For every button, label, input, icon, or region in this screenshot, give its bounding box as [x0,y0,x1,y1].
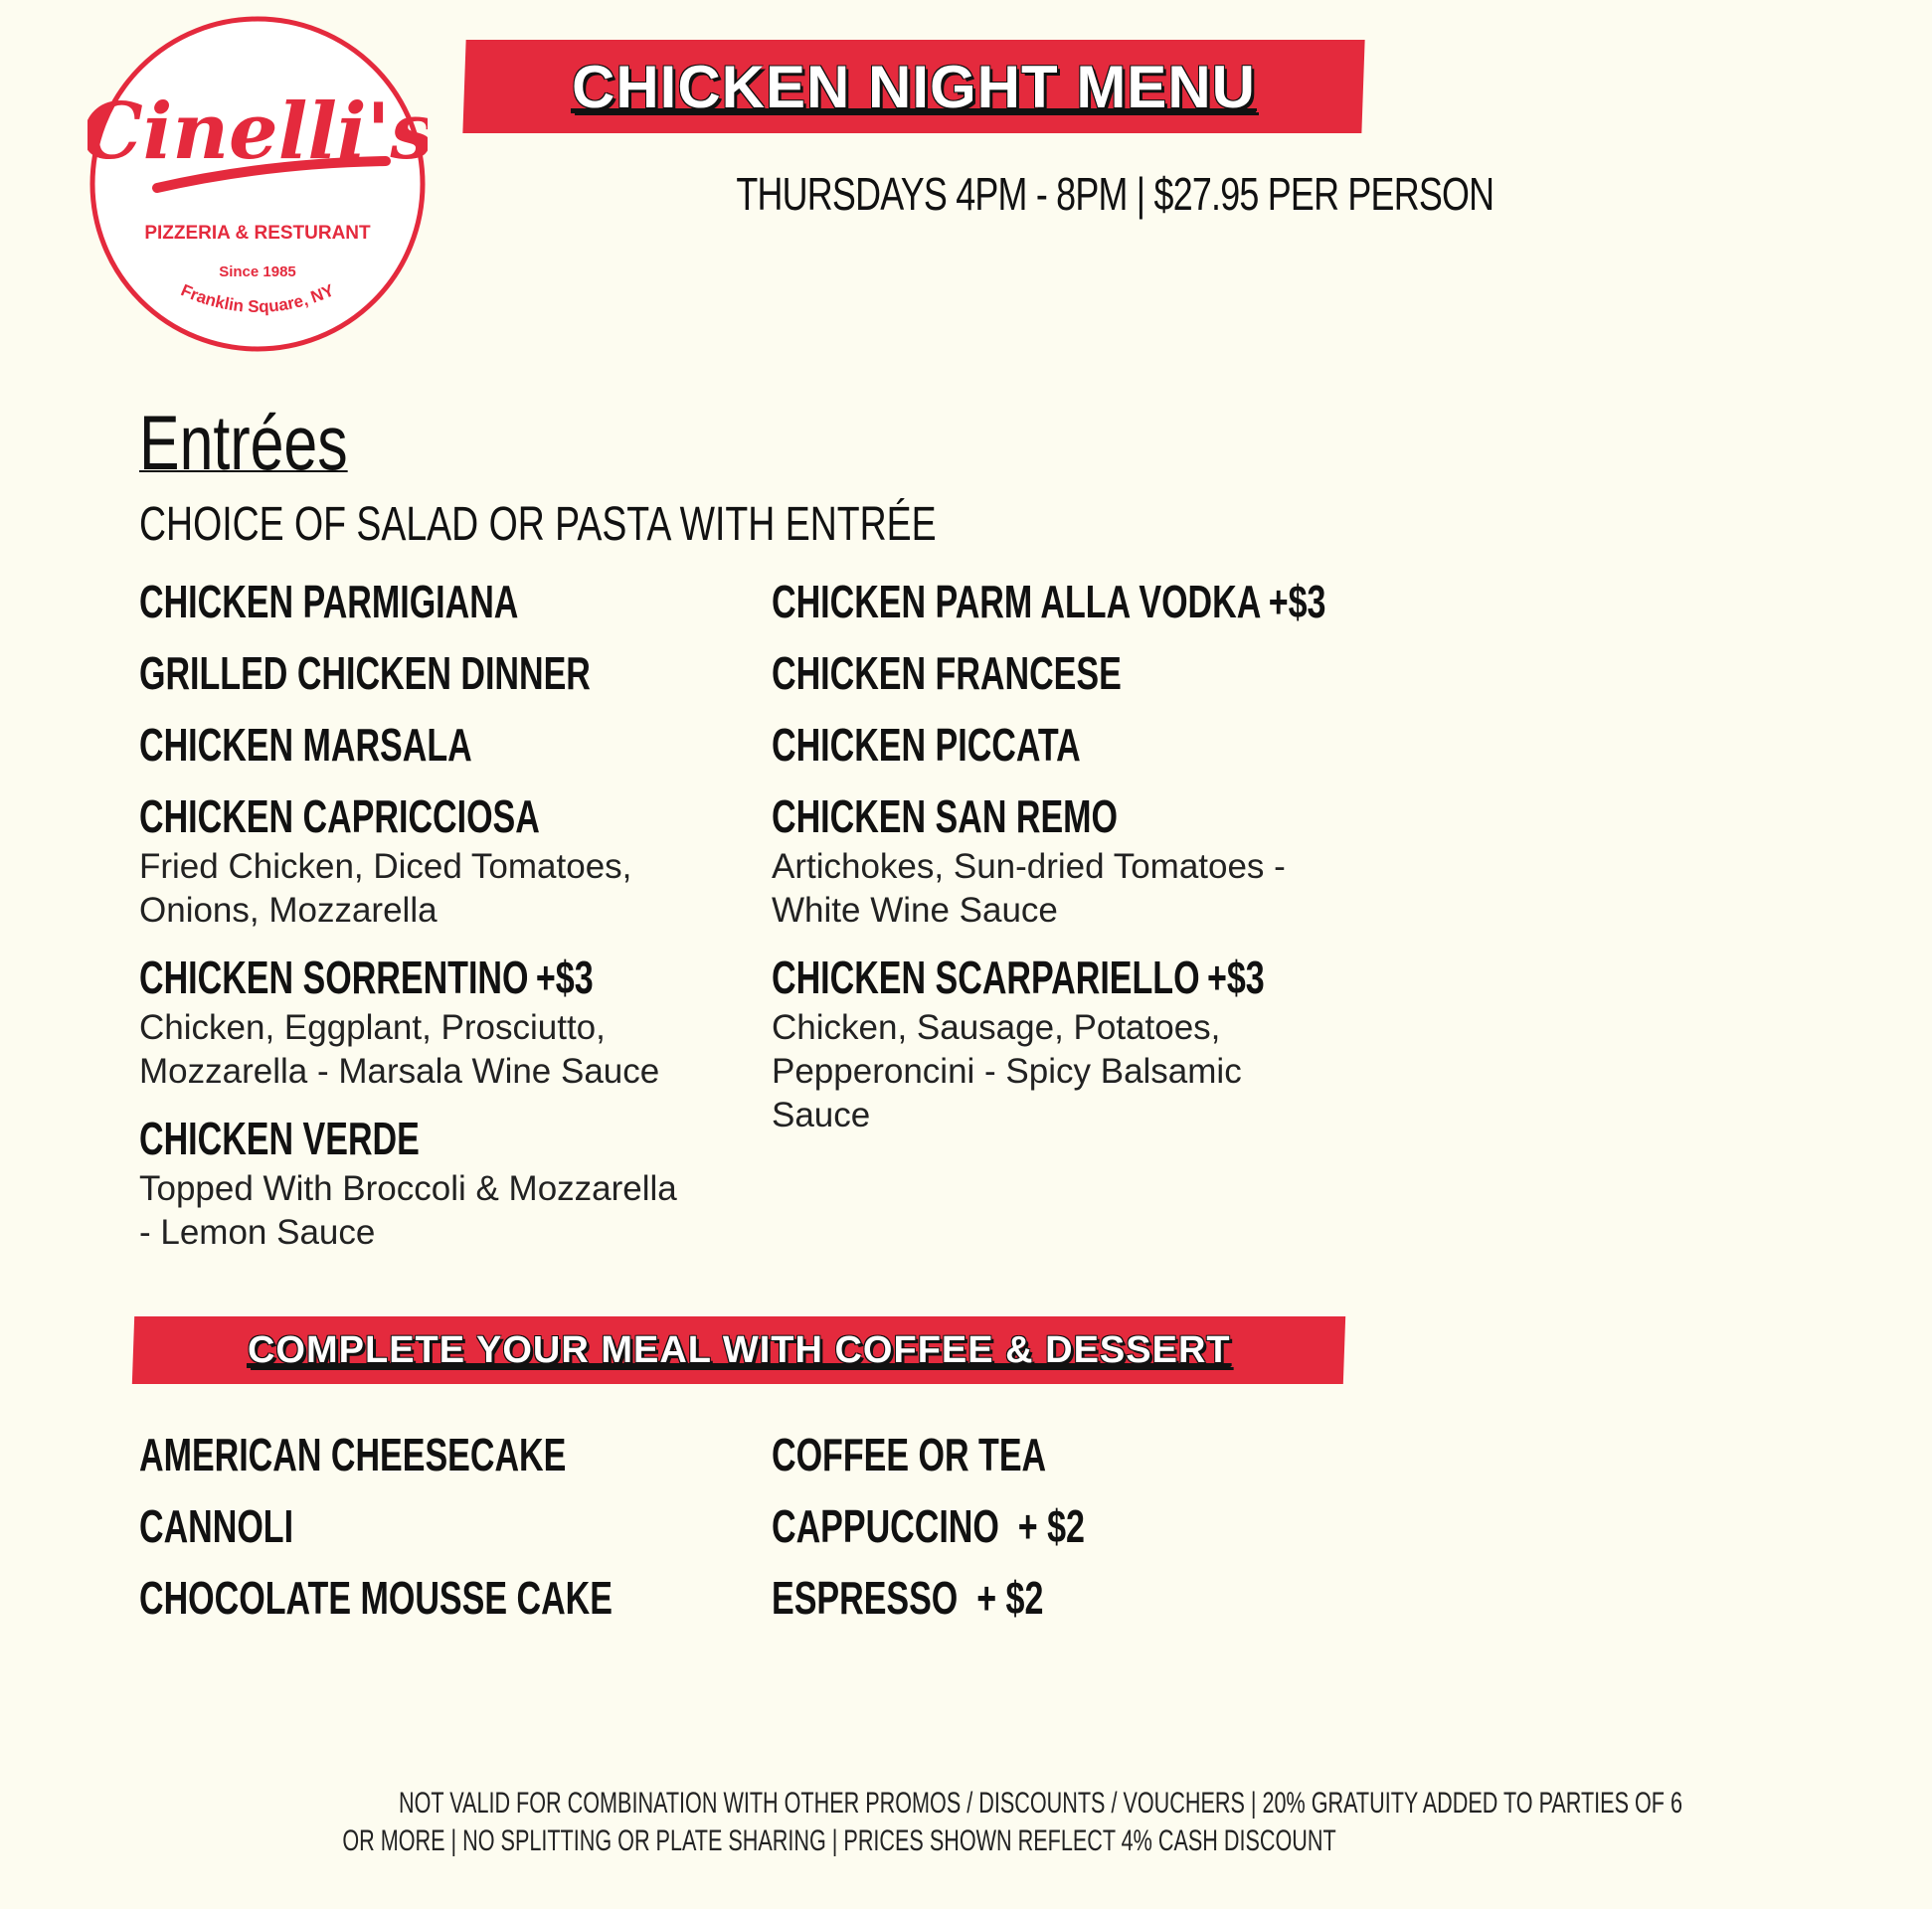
menu-item [772,718,1368,772]
dessert-item [772,1571,1213,1643]
item-name: CHICKEN PARMIGIANA [139,576,519,627]
restaurant-logo [88,14,428,354]
menu-item [772,575,1368,628]
item-price: + $2 [1017,1500,1085,1552]
item-name: CHICKEN CAPRICCIOSA [139,790,540,842]
item-name: AMERICAN CHEESECAKE [139,1429,567,1480]
dessert-item [772,1499,1213,1571]
item-description: Fried Chicken, Diced Tomatoes, Onions, Mozzarella [139,847,632,930]
footer-line-1: NOT VALID FOR COMBINATION WITH OTHER PROMOS / DISCOUNTS / VOUCHERS | 20% GRATUITY ADDED TO PARTIES OF 6 [399,1787,1683,1820]
menu-title: CHICKEN NIGHT MENU [572,53,1256,120]
logo-line3: Franklin Square, NY [178,280,337,317]
item-name: CHICKEN SCARPARIELLO [772,952,1200,1003]
dessert-item [139,1499,581,1571]
entrees-left-column [139,575,736,1273]
item-description: Topped With Broccoli & Mozzarella - Lemon Sauce [139,1169,677,1252]
dessert-left-column [139,1428,736,1643]
item-name: CAPPUCCINO [772,1500,999,1552]
footer-disclaimer [149,1785,1683,1860]
dessert-item [139,1428,581,1499]
item-price: +$3 [535,952,594,1003]
menu-item [139,575,736,628]
logo-seal [88,14,428,354]
entrees-right-column [772,575,1368,1155]
item-name: CHICKEN FRANCESE [772,647,1122,699]
menu-subtitle: THURSDAYS 4PM - 8PM | $27.95 PER PERSON [736,168,1494,220]
item-description: Chicken, Sausage, Potatoes, Pepperoncini - Spicy Balsamic Sauce [772,1008,1242,1134]
entrees-subheading: CHOICE OF SALAD OR PASTA WITH ENTRÉE [139,498,937,551]
item-name: CHICKEN PARM ALLA VODKA [772,576,1262,627]
item-description: Chicken, Eggplant, Prosciutto, Mozzarella - Marsala Wine Sauce [139,1008,660,1091]
menu-item [139,789,736,933]
item-name: CHICKEN VERDE [139,1113,420,1164]
item-description: Artichokes, Sun-dried Tomatoes - White Wine Sauce [772,847,1286,930]
item-price: +$3 [1268,576,1326,627]
entrees-heading: Entrées [139,399,348,486]
item-name: CHICKEN SORRENTINO [139,952,529,1003]
item-name: CANNOLI [139,1500,294,1552]
dessert-banner-text: COMPLETE YOUR MEAL WITH COFFEE & DESSERT [247,1328,1231,1371]
item-price: + $2 [976,1572,1044,1624]
logo-brand: Cinelli's [88,87,428,177]
item-name: CHICKEN MARSALA [139,719,472,771]
menu-item [772,951,1368,1137]
dessert-item [772,1428,1213,1499]
logo-line1: PIZZERIA & RESTURANT [144,223,371,244]
item-price: +$3 [1206,952,1265,1003]
dessert-banner [132,1316,1345,1384]
menu-item [139,646,736,700]
item-name: CHICKEN PICCATA [772,719,1081,771]
menu-item [139,1112,736,1255]
item-name: CHOCOLATE MOUSSE CAKE [139,1572,613,1624]
item-name: CHICKEN SAN REMO [772,790,1118,842]
item-name: GRILLED CHICKEN DINNER [139,647,591,699]
title-banner [462,40,1364,133]
dessert-item [139,1571,613,1643]
dessert-right-column [772,1428,1368,1643]
menu-item [139,951,736,1094]
menu-item [139,718,736,772]
logo-line2: Since 1985 [219,263,296,280]
menu-item [772,789,1368,933]
item-name: ESPRESSO [772,1572,959,1624]
footer-line-2: OR MORE | NO SPLITTING OR PLATE SHARING | PRICES SHOWN REFLECT 4% CASH DISCOUNT [342,1824,1336,1857]
item-name: COFFEE OR TEA [772,1429,1047,1480]
menu-item [772,646,1368,700]
